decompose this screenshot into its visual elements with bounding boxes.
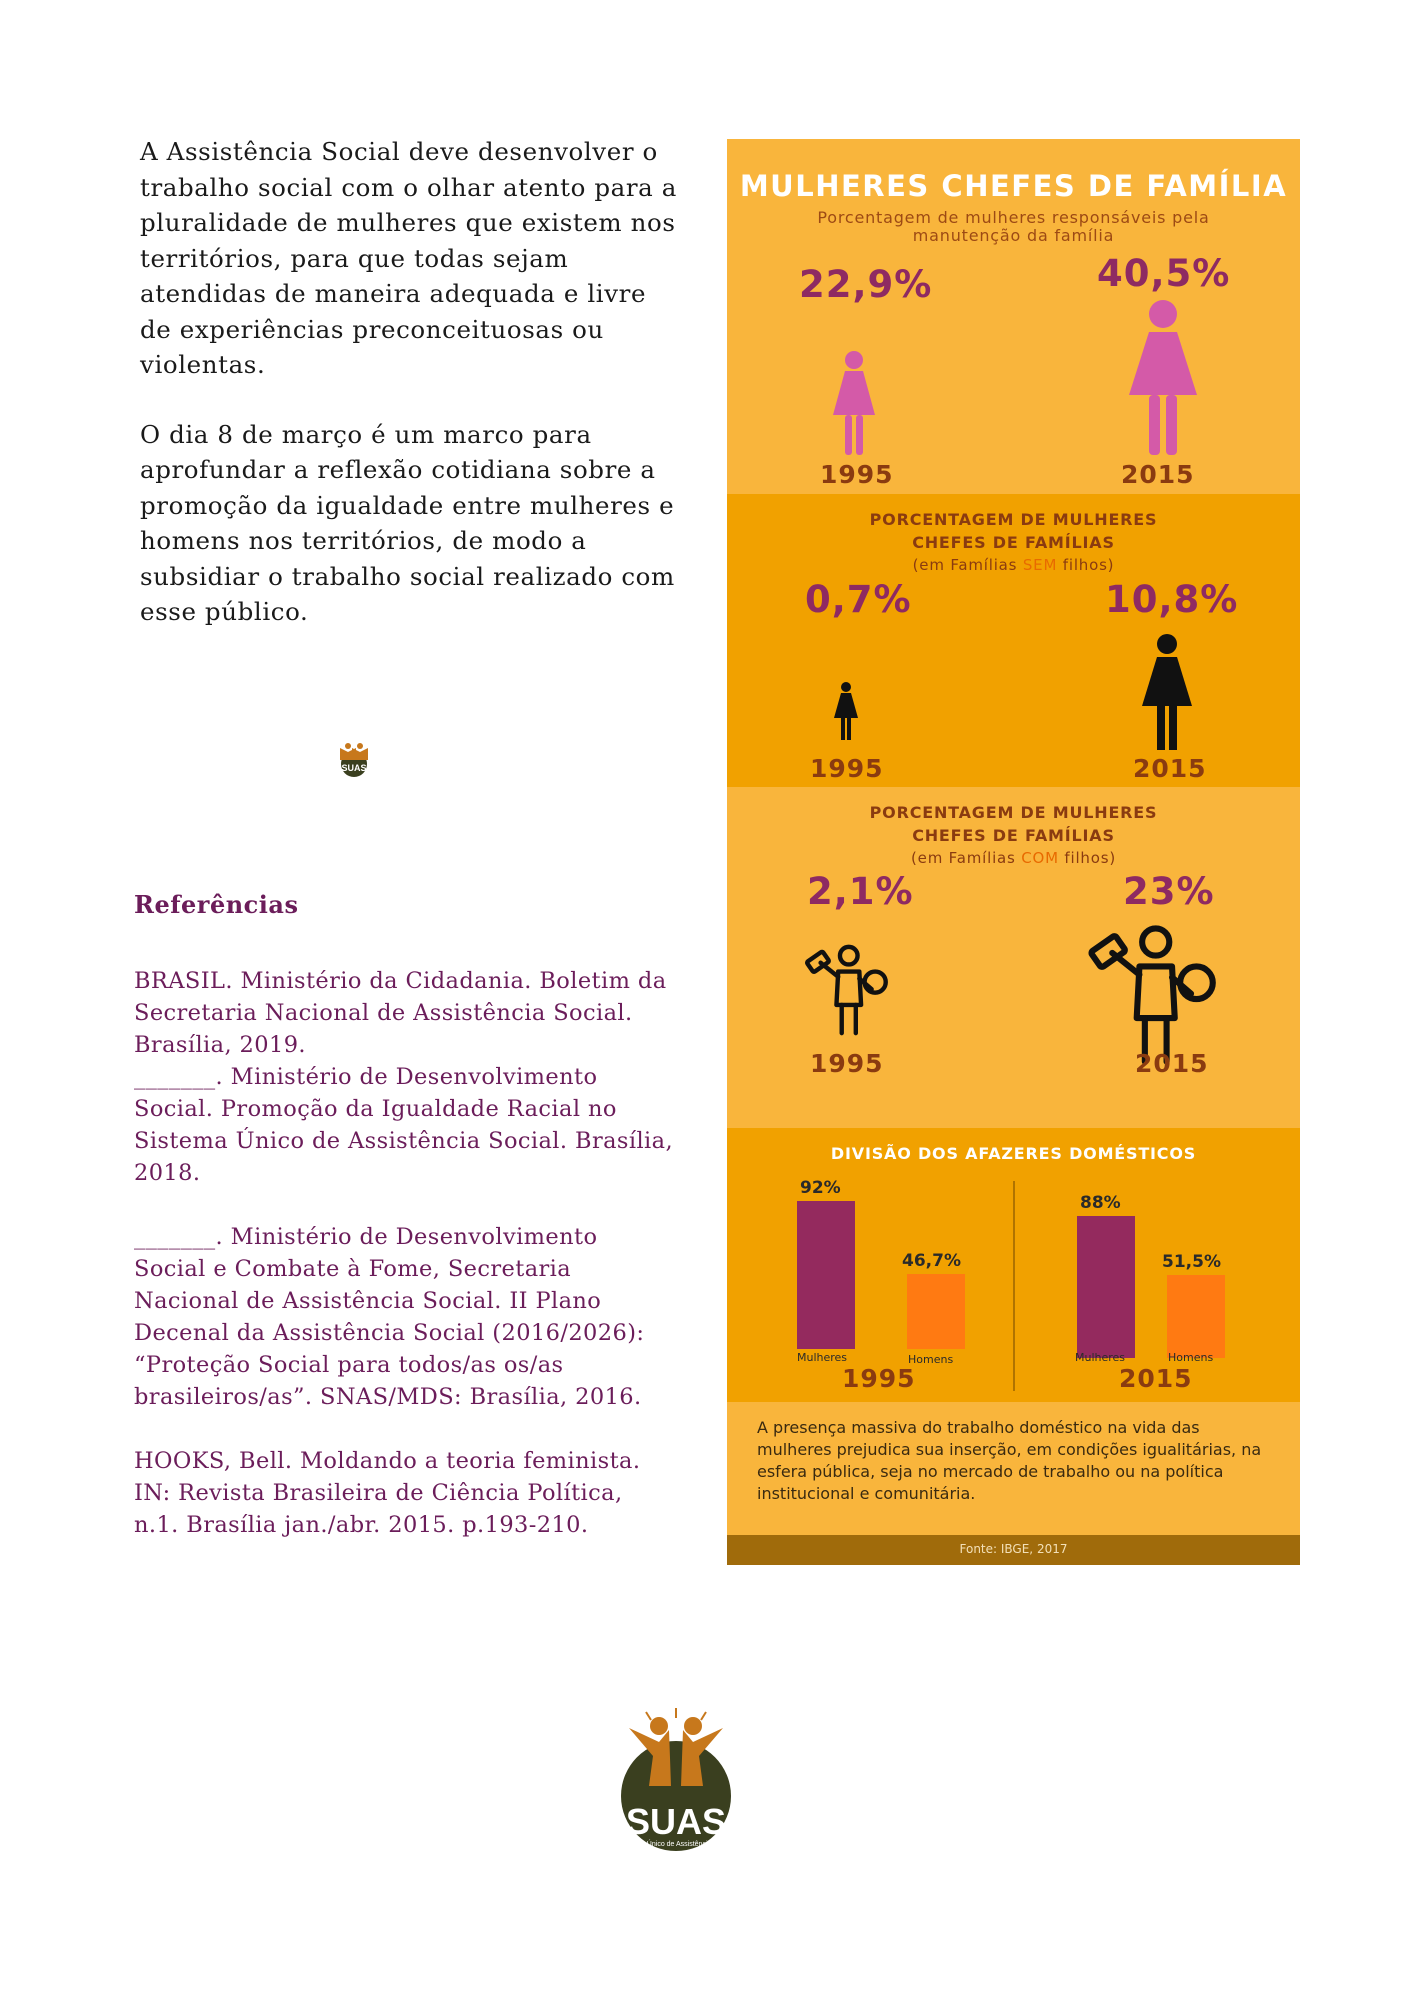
source-bar [727,1535,1300,1565]
bar-women-1995 [797,1201,855,1349]
mother-with-child-icon [803,943,891,1037]
mother-with-child-icon [1085,923,1221,1067]
source-text: Fonte: IBGE, 2017 [959,1542,1068,1556]
reference-4: HOOKS, Bell. Moldando a teoria feminista. IN: Revista Brasileira de Ciência Política, n.1. Brasília jan./abr. 2015. p.193-210. [134,1448,641,1538]
category-women-2015: Mulheres [1075,1351,1126,1364]
year-2015: 2015 [1119,1364,1193,1393]
note-highlight: COM [1021,849,1059,867]
suas-logo-small [334,738,374,782]
reference-3: _______. Ministério de Desenvolvimento Social e Combate à Fome, Secretaria Nacional de Assistência Social. II Plano Decenal da Assistência Social (2016/2026): “Proteção Social para todos/as os/as brasileiros/as”. SNAS/MDS: Brasília, 2016. [134,1224,645,1410]
note-suffix: filhos) [1057,556,1115,574]
value-1995: 2,1% [807,870,914,913]
section-heads-of-family [727,139,1300,494]
heading-note [727,554,1300,577]
bar-label-women-2015: 88% [1080,1193,1121,1214]
section-domestic-work [727,1128,1300,1402]
woman-icon [1141,634,1193,750]
value-2015: 23% [1123,870,1215,913]
heading-line-1: PORCENTAGEM DE MULHERES [869,510,1158,529]
year-2015: 2015 [1121,460,1195,489]
chart-title: DIVISÃO DOS AFAZERES DOMÉSTICOS [830,1144,1197,1163]
heading-note [727,847,1300,870]
logo-tagline: Sistema Único de Assistência Social [619,1841,733,1848]
references [134,890,674,1573]
value-1995: 22,9% [799,263,933,306]
year-1995: 1995 [810,1049,884,1078]
reference-2: _______. Ministério de Desenvolvimento Social. Promoção da Igualdade Racial no Sistema Único de Assistência Social. Brasília, 2018. [134,1064,674,1186]
category-women-1995: Mulheres [797,1351,848,1364]
bar-label-men-1995: 46,7% [902,1250,961,1271]
heading-line-1: PORCENTAGEM DE MULHERES [869,803,1158,822]
heading-line-2: CHEFES DE FAMÍLIAS [912,826,1115,845]
conclusion-text: A presença massiva do trabalho doméstico na vida das mulheres prejudica sua inserção, em condições igualitárias, na esfera pública, seja no mercado de trabalho ou na política institucional e comunitária. [757,1418,1262,1503]
woman-icon [831,351,877,455]
intro-paragraph-1: A Assistência Social deve desenvolver o trabalho social com o olhar atento para a pluralidade de mulheres que existem nos territórios, para que todas sejam atendidas de maneira adequada e livre de experiências preconceituosas ou violentas. [140,137,677,379]
svg-text:SUAS: SUAS [341,763,367,773]
infographic-title: MULHERES CHEFES DE FAMÍLIA [739,169,1288,203]
intro-text [140,134,680,664]
year-2015: 2015 [1133,754,1207,783]
infographic [727,139,1300,1565]
suas-logo [611,1706,741,1860]
value-2015: 10,8% [1105,578,1239,621]
woman-icon [1127,300,1199,455]
bar-label-women-1995: 92% [800,1177,841,1198]
category-men-1995: Homens [908,1353,954,1366]
woman-icon [833,682,859,740]
value-1995: 0,7% [805,578,912,621]
section-heading [727,801,1300,870]
note-highlight: SEM [1022,556,1058,574]
heading-line-2: CHEFES DE FAMÍLIAS [912,533,1115,552]
logo-text: SUAS [625,1801,727,1842]
bar-men-1995 [907,1274,965,1349]
note-prefix: (em Famílias [911,849,1022,867]
bar-men-2015 [1167,1275,1225,1358]
chart-divider [1013,1181,1015,1391]
value-2015: 40,5% [1097,252,1231,295]
intro-paragraph-2: O dia 8 de março é um marco para aprofundar a reflexão cotidiana sobre a promoção da igualdade entre mulheres e homens nos territórios, de modo a subsidiar o trabalho social realizado com esse público. [140,419,675,626]
bar-women-2015 [1077,1216,1135,1358]
year-1995: 1995 [820,460,894,489]
year-1995: 1995 [842,1364,916,1393]
category-men-2015: Homens [1168,1351,1214,1364]
year-1995: 1995 [810,754,884,783]
note-prefix: (em Famílias [912,556,1023,574]
bar-label-men-2015: 51,5% [1162,1252,1221,1273]
infographic-subtitle: Porcentagem de mulheres responsáveis pela manutenção da família [817,208,1210,245]
section-without-children [727,494,1300,787]
note-suffix: filhos) [1058,849,1116,867]
reference-1: BRASIL. Ministério da Cidadania. Boletim da Secretaria Nacional de Assistência Social. Brasília, 2019. [134,968,667,1058]
conclusion [727,1402,1300,1535]
section-heading [727,508,1300,577]
references-heading: Referências [134,890,299,919]
section-with-children [727,787,1300,1128]
year-2015: 2015 [1135,1049,1209,1078]
